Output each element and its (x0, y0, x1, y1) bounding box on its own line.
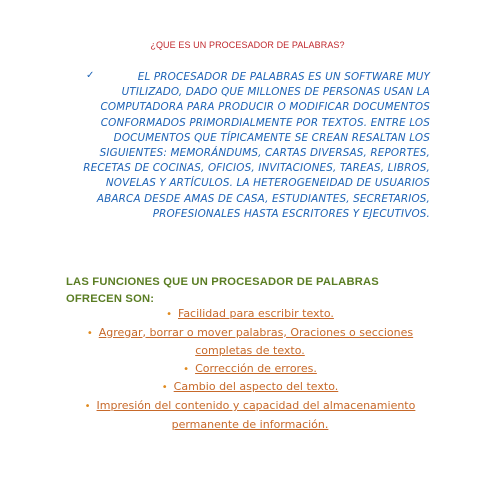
list-item-text[interactable]: Facilidad para escribir texto. (178, 307, 334, 320)
list-item (60, 378, 440, 397)
list-item-text[interactable]: Cambio del aspecto del texto. (173, 380, 339, 394)
list-item (60, 360, 440, 379)
page-title: ¿QUE ES UN PROCESADOR DE PALABRAS? (150, 40, 345, 50)
list-item-text[interactable]: Impresión del contenido y capacidad del almacenamiento permanente de información. (96, 398, 416, 431)
list-item (60, 324, 440, 360)
functions-list (60, 305, 440, 433)
bullet-icon: • (183, 363, 190, 375)
bullet-icon: • (84, 400, 91, 412)
functions-heading: LAS FUNCIONES QUE UN PROCESADOR DE PALABRAS OFRECEN SON: (66, 276, 379, 305)
bullet-icon: • (86, 327, 93, 339)
bullet-icon: • (161, 382, 168, 394)
list-item-text[interactable]: Corrección de errores. (195, 361, 317, 375)
list-item (60, 397, 440, 433)
checkmark-icon: ✓ (86, 70, 95, 81)
intro-paragraph: EL PROCESADOR DE PALABRAS ES UN SOFTWARE MUY UTILIZADO, DADO QUE MILLONES DE PERSONAS USAN LA COMPUTADORA PARA PRODUCIR O MODIFICAR DOCUMENTOS CONFORMADOS PRIMORDIALMENTE POR TEXTOS. ENTRE LOS DOCUMENTOS QUE TÍPICAMENTE SE CREAN RESALTAN LOS SIGUIENTES: MEMORÁNDUMS, CARTAS DIVERSAS, REPORTES, RECETAS DE COCINAS, OFICIOS, INVITACIONES, TAREAS, LIBROS, NOVELAS Y ARTÍCULOS. LA HETEROGENEIDAD DE USUARIOS ABARCA DESDE AMAS DE CASA, ESTUDIANTES, SECRETARIOS, PROFESIONALES HASTA ESCRITORES Y EJECUTIVOS. (83, 71, 430, 220)
list-item-text[interactable]: Agregar, borrar o mover palabras, Oraciones o secciones completas de texto. (98, 325, 414, 358)
bullet-icon: • (166, 309, 172, 320)
list-item (60, 305, 440, 324)
